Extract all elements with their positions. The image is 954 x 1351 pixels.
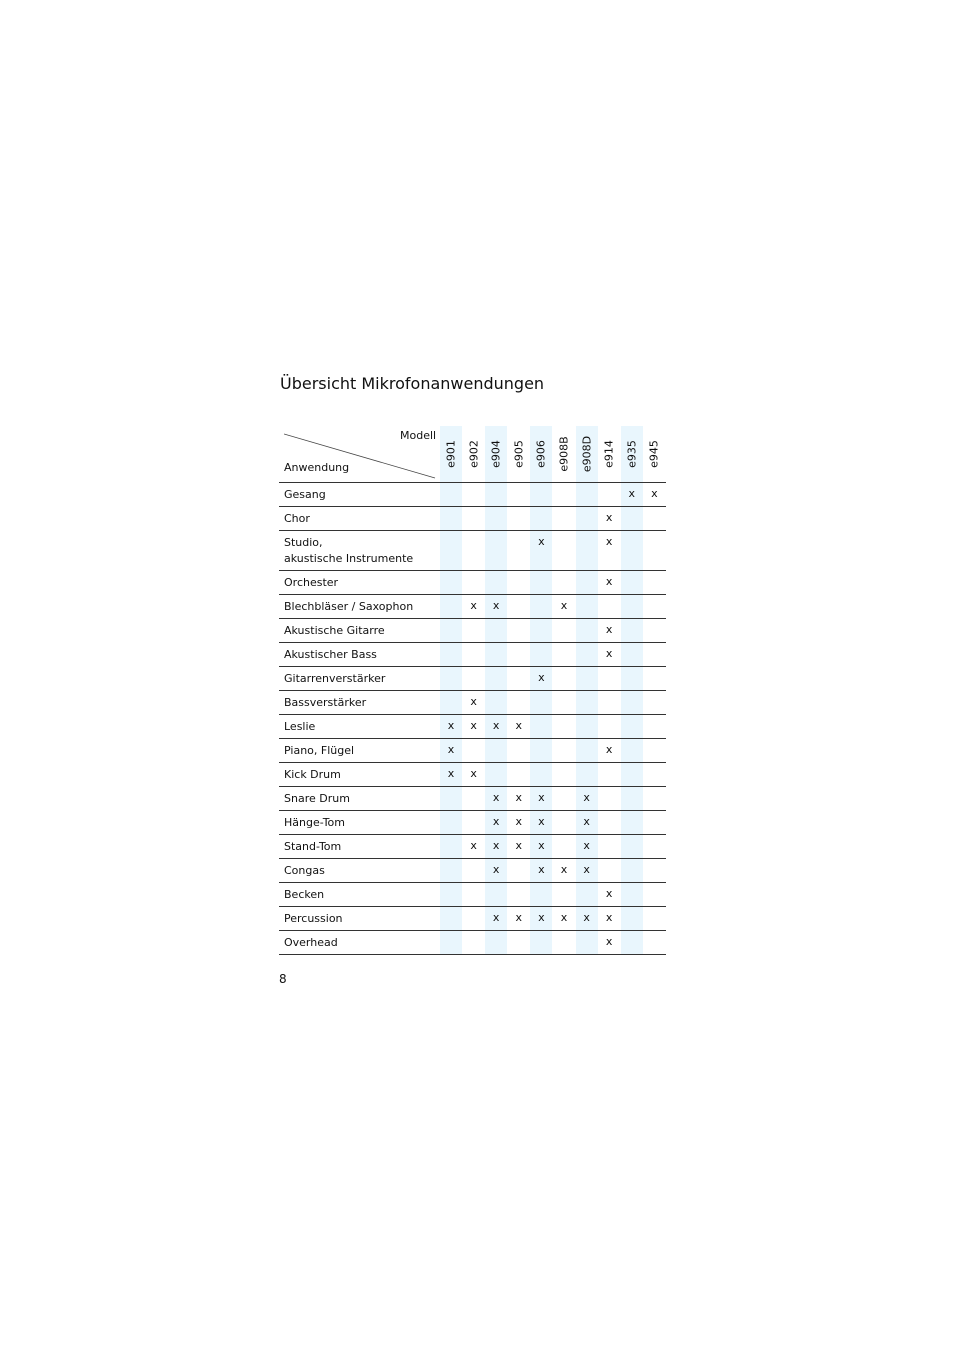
application-label: Gitarrenverstärker [284, 672, 386, 685]
cell-e908D: x [583, 791, 590, 804]
application-label: Kick Drum [284, 768, 341, 781]
cell-e908D: x [583, 863, 590, 876]
model-label: e935 [625, 440, 639, 468]
cell-e908D: x [583, 839, 590, 852]
page-title: Übersicht Mikrofonanwendungen [280, 374, 545, 393]
page-number: 8 [279, 972, 287, 986]
cell-e905: x [515, 791, 523, 804]
cell-e914: x [605, 743, 613, 756]
application-label: Becken [284, 888, 325, 901]
model-header-e908D [576, 432, 598, 476]
cell-e906: x [538, 815, 545, 828]
application-label: Chor [284, 512, 310, 525]
cell-e914: x [605, 511, 613, 524]
cell-e905: x [515, 815, 523, 828]
table-row [279, 883, 666, 907]
table-row [279, 507, 666, 531]
table-row [279, 643, 666, 667]
model-header-e906 [530, 432, 552, 476]
cell-e902: x [470, 719, 477, 732]
cell-e914: x [605, 935, 613, 948]
cell-e906: x [538, 535, 545, 548]
table-row [279, 531, 666, 571]
table-row [279, 691, 666, 715]
application-label: Overhead [284, 936, 338, 949]
model-header-e908B [553, 432, 575, 476]
model-label: e914 [602, 440, 616, 468]
application-label: Bassverstärker [284, 696, 367, 709]
application-label: Stand-Tom [284, 840, 342, 853]
cell-e908D: x [583, 911, 590, 924]
cell-e906: x [538, 671, 545, 684]
model-label: e908D [580, 435, 594, 473]
table-body [279, 483, 666, 955]
cell-e914: x [605, 647, 613, 660]
cell-e908B: x [560, 599, 568, 612]
cell-e908D: x [583, 815, 590, 828]
cell-e914: x [605, 911, 613, 924]
cell-e902: x [470, 695, 477, 708]
model-label: e945 [647, 440, 661, 468]
application-label: Studio, akustische Instrumente [284, 536, 414, 565]
cell-e935: x [628, 487, 636, 500]
table-header [279, 426, 666, 483]
modell-label: Modell [400, 429, 437, 442]
cell-e904: x [492, 815, 500, 828]
application-label: Snare Drum [284, 792, 350, 805]
table-row [279, 595, 666, 619]
model-header-e945 [643, 432, 665, 476]
cell-e914: x [605, 535, 613, 548]
model-header-e901 [440, 432, 462, 476]
cell-e904: x [492, 863, 500, 876]
table-row [279, 483, 666, 507]
table-row [279, 787, 666, 811]
table-row [279, 931, 666, 955]
application-label: Leslie [284, 720, 316, 733]
application-label: Akustische Gitarre [284, 624, 385, 637]
cell-e914: x [605, 887, 613, 900]
application-label: Percussion [284, 912, 343, 925]
table-row [279, 811, 666, 835]
cell-e906: x [538, 863, 545, 876]
application-label: Hänge-Tom [284, 816, 345, 829]
table-row [279, 907, 666, 931]
cell-e904: x [492, 839, 500, 852]
cell-e908B: x [560, 863, 568, 876]
model-label: e908B [557, 436, 571, 472]
cell-e901: x [447, 743, 455, 756]
cell-e904: x [492, 791, 500, 804]
table-row [279, 667, 666, 691]
model-header-e904 [485, 432, 507, 476]
cell-e901: x [447, 719, 455, 732]
cell-e904: x [492, 599, 500, 612]
application-label: Blechbläser / Saxophon [284, 600, 414, 613]
application-label: Piano, Flügel [284, 744, 355, 757]
model-label: e901 [444, 440, 458, 468]
cell-e904: x [492, 719, 500, 732]
application-label: Gesang [284, 488, 326, 501]
cell-e902: x [470, 767, 477, 780]
cell-e914: x [605, 575, 613, 588]
model-header-e935 [621, 432, 643, 476]
cell-e906: x [538, 839, 545, 852]
cell-e906: x [538, 791, 545, 804]
cell-e914: x [605, 623, 613, 636]
cell-e905: x [515, 911, 523, 924]
model-label: e906 [534, 440, 548, 468]
table-row [279, 835, 666, 859]
cell-e906: x [538, 911, 545, 924]
table-row [279, 715, 666, 739]
cell-e908B: x [560, 911, 568, 924]
model-label: e902 [467, 440, 481, 468]
table-row [279, 739, 666, 763]
cell-e905: x [515, 839, 523, 852]
cell-e905: x [515, 719, 523, 732]
cell-e901: x [447, 767, 455, 780]
application-label: Orchester [284, 576, 339, 589]
model-header-e902 [463, 432, 485, 476]
anwendung-label: Anwendung [284, 461, 350, 474]
cell-e904: x [492, 911, 500, 924]
application-label: Akustischer Bass [284, 648, 377, 661]
microphone-application-table [279, 426, 666, 955]
table-row [279, 763, 666, 787]
cell-e902: x [470, 599, 477, 612]
model-header-e905 [508, 432, 530, 476]
model-label: e905 [512, 440, 526, 468]
model-label: e904 [489, 440, 503, 468]
model-header-e914 [598, 432, 620, 476]
table-row [279, 571, 666, 595]
table-row [279, 619, 666, 643]
cell-e902: x [470, 839, 477, 852]
cell-e945: x [651, 487, 658, 500]
application-label: Congas [284, 864, 325, 877]
table-row [279, 859, 666, 883]
